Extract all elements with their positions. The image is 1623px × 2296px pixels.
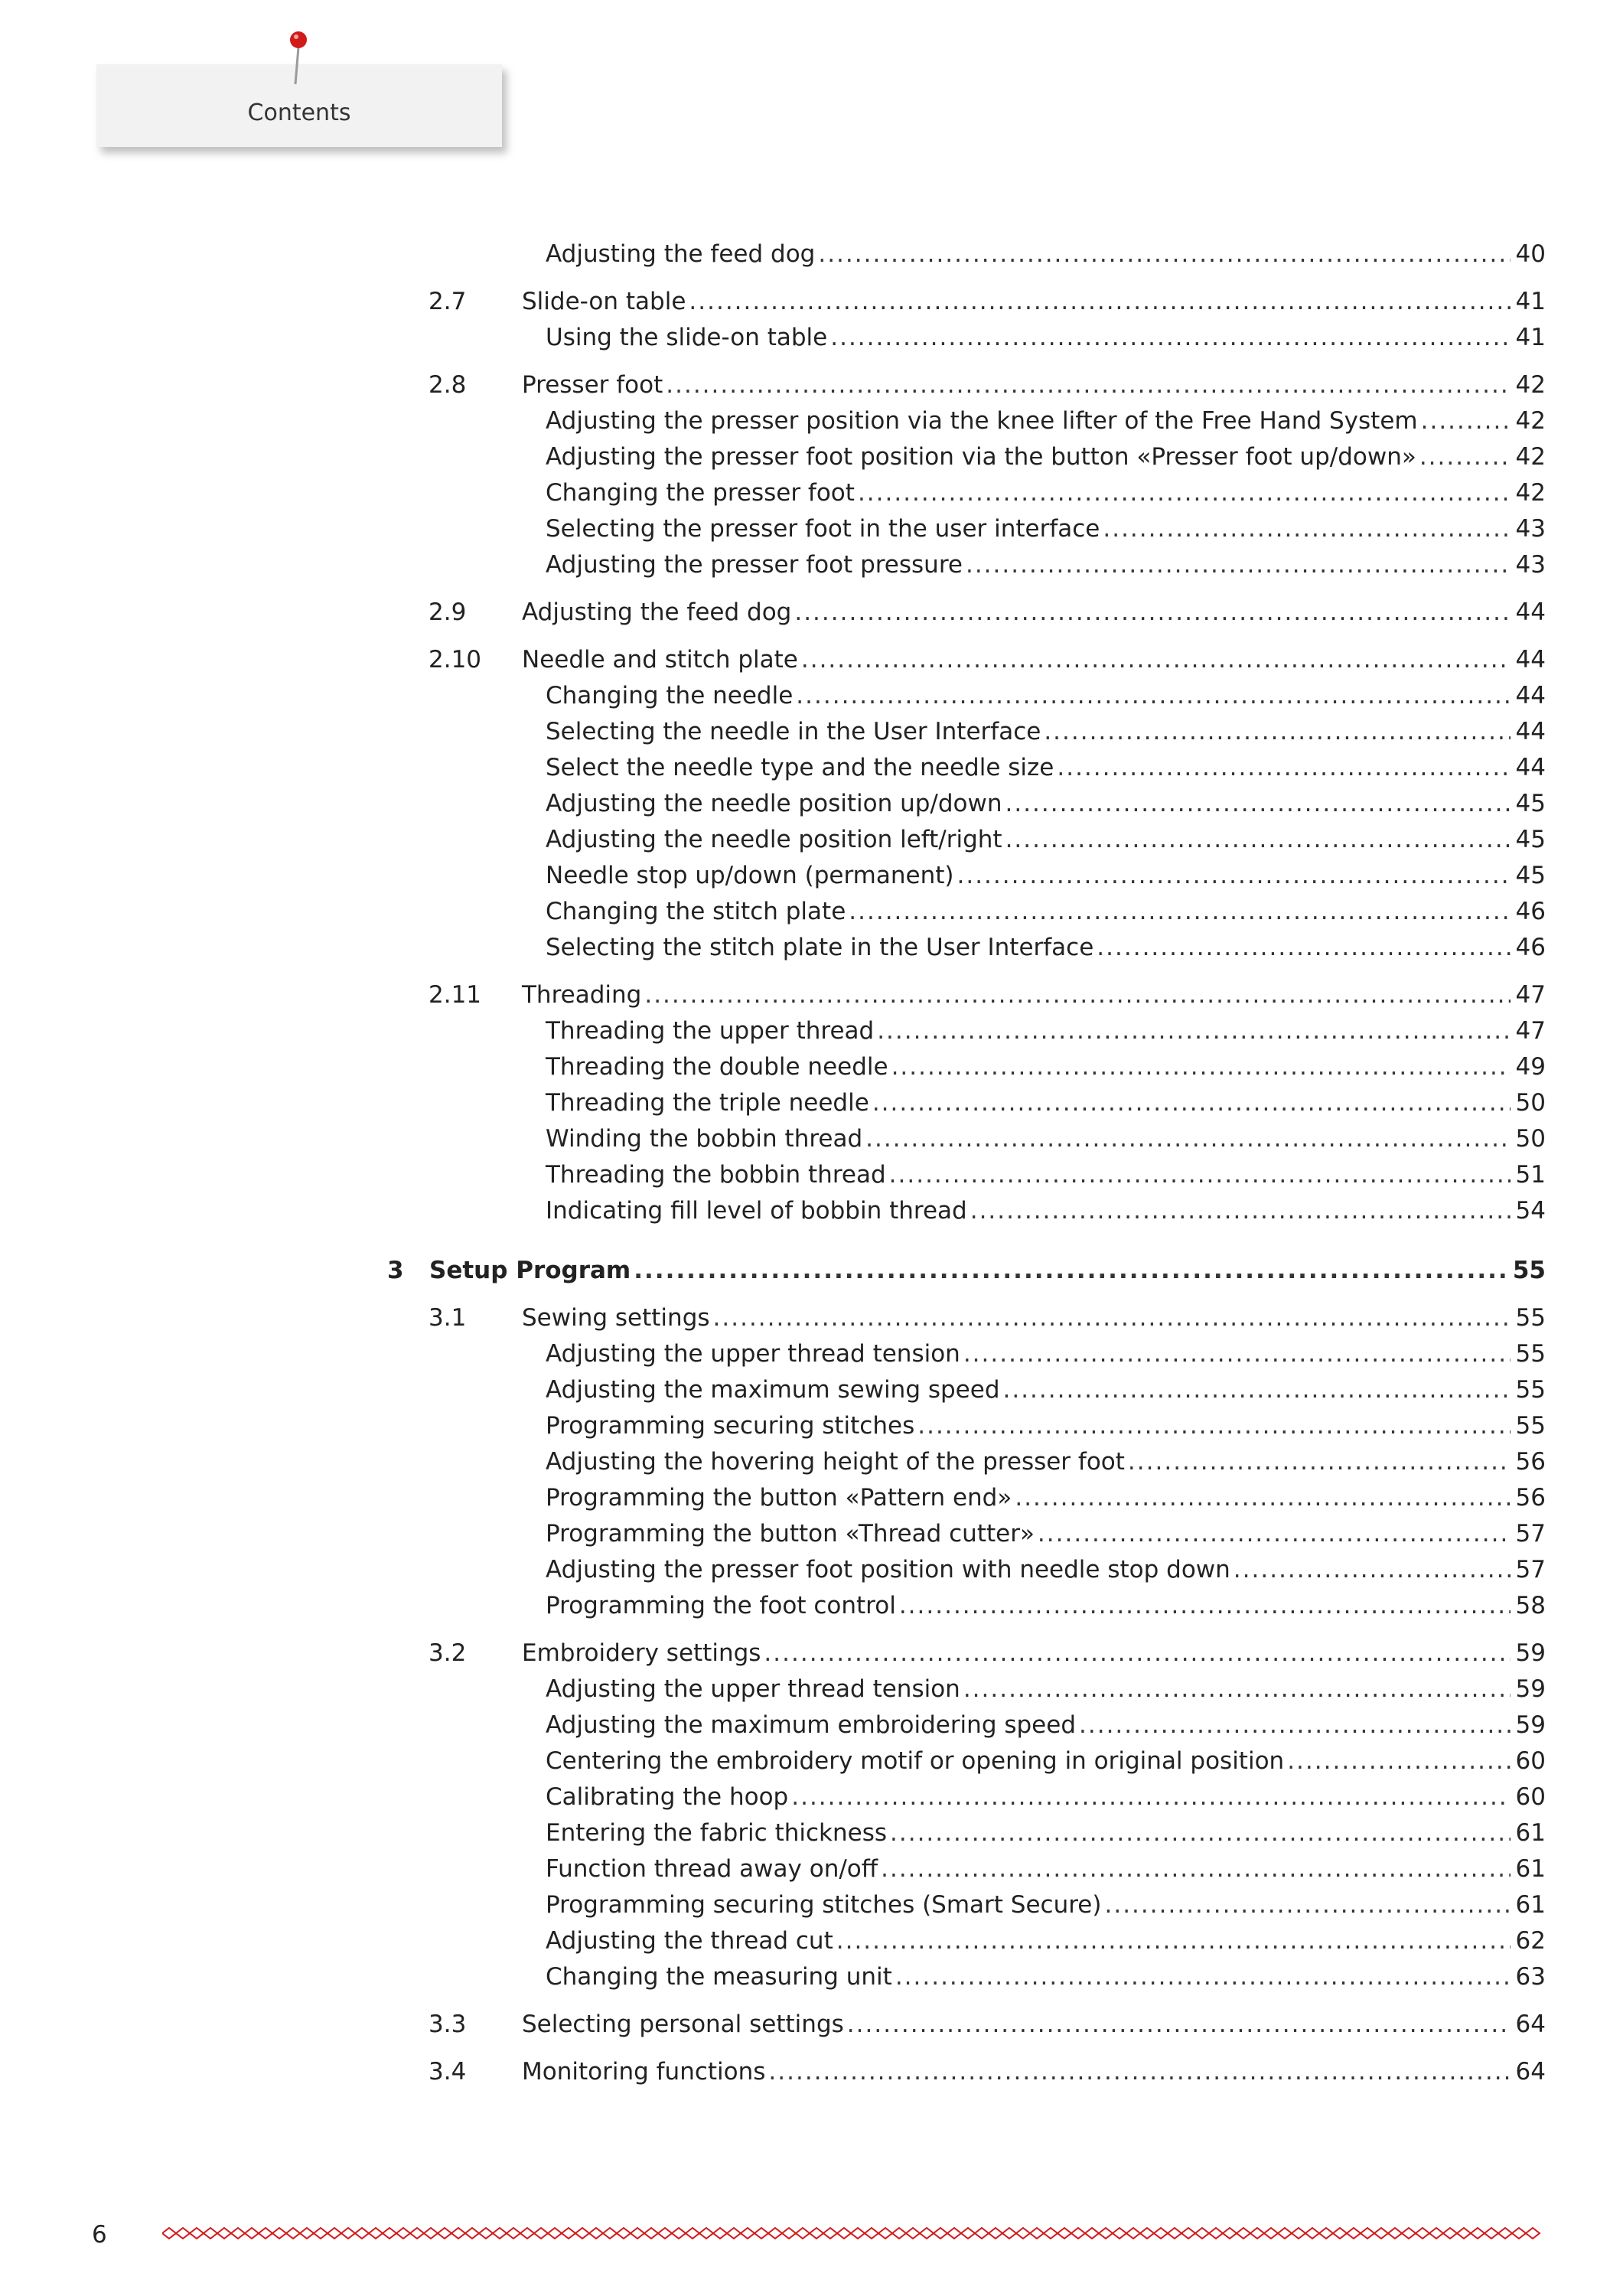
toc-page-number: 45 bbox=[1515, 862, 1546, 889]
dot-leader bbox=[713, 1301, 1511, 1335]
toc-row bbox=[546, 1924, 1546, 1958]
dot-leader bbox=[818, 237, 1511, 271]
toc-row bbox=[546, 1122, 1546, 1156]
toc-entry[interactable] bbox=[0, 1086, 1623, 1120]
toc-title: Adjusting the presser foot pressure bbox=[546, 551, 963, 579]
dot-leader bbox=[1057, 751, 1511, 784]
toc-number: 3.4 bbox=[429, 2058, 467, 2086]
dot-leader bbox=[1005, 823, 1511, 856]
toc-page-number: 50 bbox=[1515, 1089, 1546, 1117]
toc-row bbox=[546, 859, 1546, 892]
toc-title: Changing the measuring unit bbox=[546, 1963, 892, 1991]
toc-page-number: 55 bbox=[1515, 1412, 1546, 1440]
dot-leader bbox=[889, 1158, 1511, 1192]
contents-tab-label: Contents bbox=[247, 99, 351, 126]
toc-title: Adjusting the upper thread tension bbox=[546, 1675, 960, 1703]
toc-section[interactable] bbox=[0, 2055, 1623, 2089]
dot-leader bbox=[1097, 931, 1511, 964]
toc-row bbox=[546, 1050, 1546, 1084]
toc-entry[interactable] bbox=[0, 931, 1623, 964]
toc-entry[interactable] bbox=[0, 1780, 1623, 1814]
dot-leader bbox=[1421, 404, 1511, 438]
toc-title: Adjusting the needle position up/down bbox=[546, 790, 1002, 817]
toc-title: Presser foot bbox=[522, 371, 663, 399]
toc-title: Programming securing stitches (Smart Secure) bbox=[546, 1891, 1102, 1919]
toc-page-number: 58 bbox=[1515, 1592, 1546, 1619]
toc-entry[interactable] bbox=[0, 1589, 1623, 1623]
dot-leader bbox=[1079, 1708, 1511, 1742]
dot-leader bbox=[801, 643, 1511, 677]
toc-title: Programming the button «Pattern end» bbox=[546, 1484, 1012, 1512]
dot-leader bbox=[1038, 1517, 1511, 1551]
toc-entry[interactable] bbox=[0, 823, 1623, 856]
toc-row bbox=[546, 1960, 1546, 1994]
toc-row bbox=[546, 715, 1546, 748]
toc-page-number: 45 bbox=[1515, 790, 1546, 817]
toc-section[interactable] bbox=[0, 643, 1623, 677]
toc-section[interactable] bbox=[0, 1636, 1623, 1670]
toc-title: Adjusting the maximum embroidering speed bbox=[546, 1711, 1077, 1739]
toc-page-number: 46 bbox=[1515, 898, 1546, 925]
toc-title: Embroidery settings bbox=[522, 1639, 761, 1667]
toc-page-number: 50 bbox=[1515, 1125, 1546, 1153]
dot-leader bbox=[957, 859, 1511, 892]
dot-leader bbox=[666, 368, 1511, 402]
dot-leader bbox=[796, 679, 1511, 713]
dot-leader bbox=[791, 1780, 1511, 1814]
toc-entry[interactable] bbox=[0, 1194, 1623, 1228]
toc-title: Needle and stitch plate bbox=[522, 646, 798, 673]
toc-title: Sewing settings bbox=[522, 1304, 710, 1332]
toc-row bbox=[429, 1254, 1546, 1287]
toc-title: Monitoring functions bbox=[522, 2058, 766, 2086]
toc-entry[interactable] bbox=[0, 1481, 1623, 1515]
toc-page-number: 55 bbox=[1515, 1304, 1546, 1332]
toc-row bbox=[546, 476, 1546, 510]
toc-row bbox=[546, 548, 1546, 582]
dot-leader bbox=[917, 1409, 1511, 1443]
toc-title: Entering the fabric thickness bbox=[546, 1819, 888, 1847]
dot-leader bbox=[1015, 1481, 1511, 1515]
toc-page-number: 42 bbox=[1515, 443, 1546, 471]
toc-row bbox=[546, 895, 1546, 928]
toc-entry[interactable] bbox=[0, 1924, 1623, 1958]
dot-leader bbox=[1104, 1888, 1511, 1922]
toc-title: Programming the button «Thread cutter» bbox=[546, 1520, 1035, 1548]
toc-page-number: 57 bbox=[1515, 1520, 1546, 1548]
toc-title: Selecting personal settings bbox=[522, 2011, 844, 2038]
toc-section[interactable] bbox=[0, 595, 1623, 629]
toc-title: Selecting the needle in the User Interface bbox=[546, 718, 1041, 745]
page-number: 6 bbox=[92, 2221, 107, 2249]
toc-row bbox=[546, 751, 1546, 784]
toc-page-number: 45 bbox=[1515, 826, 1546, 853]
toc-row bbox=[546, 237, 1546, 271]
toc-row bbox=[522, 368, 1546, 402]
toc-title: Adjusting the hovering height of the presser foot bbox=[546, 1448, 1125, 1476]
dot-leader bbox=[899, 1589, 1511, 1623]
toc-row bbox=[522, 285, 1546, 318]
dot-leader bbox=[865, 1122, 1511, 1156]
toc-entry[interactable] bbox=[0, 1409, 1623, 1443]
toc-row bbox=[522, 1636, 1546, 1670]
toc-row bbox=[522, 2007, 1546, 2041]
toc-title: Selecting the stitch plate in the User Interface bbox=[546, 934, 1094, 961]
toc-title: Adjusting the maximum sewing speed bbox=[546, 1376, 1000, 1404]
toc-entry[interactable] bbox=[0, 1158, 1623, 1192]
dot-leader bbox=[794, 595, 1511, 629]
toc-title: Adjusting the presser foot position with needle stop down bbox=[546, 1556, 1230, 1583]
toc-row bbox=[546, 1888, 1546, 1922]
toc-entry[interactable] bbox=[0, 1744, 1623, 1778]
toc-entry[interactable] bbox=[0, 512, 1623, 546]
toc-page-number: 42 bbox=[1515, 371, 1546, 399]
toc-page-number: 61 bbox=[1515, 1855, 1546, 1883]
toc-title: Threading the bobbin thread bbox=[546, 1161, 886, 1189]
toc-page-number: 56 bbox=[1515, 1484, 1546, 1512]
toc-row bbox=[546, 1553, 1546, 1587]
dot-leader bbox=[764, 1636, 1511, 1670]
stitch-pattern bbox=[162, 2228, 1540, 2239]
toc-entry[interactable] bbox=[0, 440, 1623, 474]
toc-title: Threading the double needle bbox=[546, 1053, 888, 1081]
toc-row bbox=[546, 931, 1546, 964]
toc-title: Select the needle type and the needle size bbox=[546, 754, 1054, 781]
toc-section[interactable] bbox=[0, 1301, 1623, 1335]
dot-leader bbox=[644, 978, 1511, 1012]
toc-entry[interactable] bbox=[0, 1553, 1623, 1587]
toc-section[interactable] bbox=[0, 285, 1623, 318]
toc-page-number: 44 bbox=[1515, 646, 1546, 673]
toc-page-number: 60 bbox=[1515, 1747, 1546, 1775]
toc-section[interactable] bbox=[0, 978, 1623, 1012]
toc-row bbox=[546, 1409, 1546, 1443]
toc-title: Adjusting the upper thread tension bbox=[546, 1340, 960, 1368]
toc-page-number: 40 bbox=[1515, 240, 1546, 268]
toc-title: Programming the foot control bbox=[546, 1592, 896, 1619]
toc-number: 3.1 bbox=[429, 1304, 467, 1332]
toc-row bbox=[546, 679, 1546, 713]
dot-leader bbox=[847, 2007, 1511, 2041]
toc-section[interactable] bbox=[0, 2007, 1623, 2041]
toc-title: Adjusting the presser foot position via the button «Presser foot up/down» bbox=[546, 443, 1416, 471]
toc-entry[interactable] bbox=[0, 787, 1623, 820]
toc-entry[interactable] bbox=[0, 237, 1623, 271]
toc-row bbox=[546, 512, 1546, 546]
toc-page-number: 44 bbox=[1515, 598, 1546, 626]
toc-section[interactable] bbox=[0, 368, 1623, 402]
toc-row bbox=[546, 440, 1546, 474]
dot-leader bbox=[768, 2055, 1511, 2089]
toc-page-number: 43 bbox=[1515, 551, 1546, 579]
toc-title: Calibrating the hoop bbox=[546, 1783, 789, 1811]
dot-leader bbox=[970, 1194, 1511, 1228]
toc-page-number: 43 bbox=[1515, 515, 1546, 543]
toc-title: Winding the bobbin thread bbox=[546, 1125, 863, 1153]
toc-entry[interactable] bbox=[0, 1014, 1623, 1048]
dot-leader bbox=[1044, 715, 1511, 748]
dot-leader bbox=[895, 1960, 1511, 1994]
toc-entry[interactable] bbox=[0, 1816, 1623, 1850]
dot-leader bbox=[1287, 1744, 1511, 1778]
toc-row bbox=[546, 1589, 1546, 1623]
toc-entry[interactable] bbox=[0, 1122, 1623, 1156]
toc-entry[interactable] bbox=[0, 715, 1623, 748]
toc-row bbox=[546, 1373, 1546, 1407]
toc-number: 2.7 bbox=[429, 288, 467, 315]
toc-entry[interactable] bbox=[0, 895, 1623, 928]
toc-title: Needle stop up/down (permanent) bbox=[546, 862, 954, 889]
toc-page-number: 47 bbox=[1515, 981, 1546, 1009]
dot-leader bbox=[1419, 440, 1511, 474]
toc-page-number: 64 bbox=[1515, 2058, 1546, 2086]
toc-title: Slide-on table bbox=[522, 288, 686, 315]
toc-number: 2.9 bbox=[429, 598, 467, 626]
toc-page-number: 59 bbox=[1515, 1639, 1546, 1667]
toc-page-number: 55 bbox=[1512, 1257, 1546, 1284]
toc-entry[interactable] bbox=[0, 1672, 1623, 1706]
toc-page-number: 63 bbox=[1515, 1963, 1546, 1991]
toc-row bbox=[546, 1816, 1546, 1850]
toc-title: Adjusting the thread cut bbox=[546, 1927, 833, 1955]
toc-title: Threading the upper thread bbox=[546, 1017, 875, 1045]
toc-entry[interactable] bbox=[0, 321, 1623, 354]
toc-row bbox=[546, 404, 1546, 438]
toc-title: Function thread away on/off bbox=[546, 1855, 878, 1883]
toc-entry[interactable] bbox=[0, 1050, 1623, 1084]
toc-row bbox=[546, 1744, 1546, 1778]
toc-page-number: 47 bbox=[1515, 1017, 1546, 1045]
dot-leader bbox=[963, 1337, 1511, 1371]
toc-entry[interactable] bbox=[0, 476, 1623, 510]
dot-leader bbox=[836, 1924, 1511, 1958]
toc-entry[interactable] bbox=[0, 404, 1623, 438]
toc-row bbox=[522, 978, 1546, 1012]
toc-title: Changing the needle bbox=[546, 682, 794, 709]
decorative-stitch-band bbox=[162, 2226, 1546, 2241]
dot-leader bbox=[1103, 512, 1511, 546]
toc-chapter[interactable] bbox=[0, 1254, 1623, 1287]
toc-row bbox=[546, 1337, 1546, 1371]
toc-page-number: 55 bbox=[1515, 1376, 1546, 1404]
dot-leader bbox=[1003, 1373, 1511, 1407]
toc-row bbox=[546, 1445, 1546, 1479]
dot-leader bbox=[877, 1014, 1511, 1048]
toc-row bbox=[546, 1158, 1546, 1192]
toc-page-number: 56 bbox=[1515, 1448, 1546, 1476]
dot-leader bbox=[634, 1254, 1508, 1287]
toc-entry[interactable] bbox=[0, 1708, 1623, 1742]
dot-leader bbox=[858, 476, 1511, 510]
toc-number: 3.2 bbox=[429, 1639, 467, 1667]
toc-entry[interactable] bbox=[0, 1852, 1623, 1886]
toc-row bbox=[546, 1086, 1546, 1120]
toc-title: Adjusting the needle position left/right bbox=[546, 826, 1002, 853]
toc-entry[interactable] bbox=[0, 679, 1623, 713]
toc-row bbox=[546, 1852, 1546, 1886]
toc-row bbox=[546, 1708, 1546, 1742]
toc-row bbox=[546, 1014, 1546, 1048]
toc-page-number: 61 bbox=[1515, 1819, 1546, 1847]
dot-leader bbox=[849, 895, 1511, 928]
toc-title: Adjusting the presser position via the knee lifter of the Free Hand System bbox=[546, 407, 1418, 435]
pushpin-icon bbox=[283, 28, 314, 89]
dot-leader bbox=[689, 285, 1511, 318]
toc-entry[interactable] bbox=[0, 859, 1623, 892]
dot-leader bbox=[966, 548, 1511, 582]
dot-leader bbox=[830, 321, 1511, 354]
toc-title: Setup Program bbox=[429, 1257, 631, 1284]
toc-page-number: 49 bbox=[1515, 1053, 1546, 1081]
dot-leader bbox=[1234, 1553, 1511, 1587]
toc-title: Adjusting the feed dog bbox=[546, 240, 816, 268]
toc-page-number: 57 bbox=[1515, 1556, 1546, 1583]
toc-row bbox=[522, 2055, 1546, 2089]
toc-page-number: 41 bbox=[1515, 288, 1546, 315]
toc-page-number: 44 bbox=[1515, 754, 1546, 781]
toc-row bbox=[546, 1672, 1546, 1706]
toc-page-number: 44 bbox=[1515, 682, 1546, 709]
dot-leader bbox=[963, 1672, 1511, 1706]
toc-title: Programming securing stitches bbox=[546, 1412, 915, 1440]
toc-title: Selecting the presser foot in the user interface bbox=[546, 515, 1100, 543]
toc-row bbox=[546, 321, 1546, 354]
toc-page-number: 41 bbox=[1515, 324, 1546, 351]
toc-page-number: 55 bbox=[1515, 1340, 1546, 1368]
toc-title: Adjusting the feed dog bbox=[522, 598, 792, 626]
toc-row bbox=[546, 823, 1546, 856]
toc-row bbox=[522, 643, 1546, 677]
toc-page-number: 44 bbox=[1515, 718, 1546, 745]
toc-number: 2.10 bbox=[429, 646, 482, 673]
toc-row bbox=[546, 1481, 1546, 1515]
toc-page-number: 64 bbox=[1515, 2011, 1546, 2038]
toc-title: Threading the triple needle bbox=[546, 1089, 869, 1117]
toc-title: Using the slide-on table bbox=[546, 324, 828, 351]
toc-row bbox=[546, 787, 1546, 820]
toc-page-number: 51 bbox=[1515, 1161, 1546, 1189]
toc-row bbox=[522, 1301, 1546, 1335]
toc-title: Changing the presser foot bbox=[546, 479, 855, 507]
toc-row bbox=[546, 1780, 1546, 1814]
dot-leader bbox=[1128, 1445, 1511, 1479]
dot-leader bbox=[881, 1852, 1511, 1886]
toc-page-number: 59 bbox=[1515, 1675, 1546, 1703]
toc-row bbox=[522, 595, 1546, 629]
toc-title: Centering the embroidery motif or opening in original position bbox=[546, 1747, 1285, 1775]
dot-leader bbox=[891, 1050, 1511, 1084]
toc-entry[interactable] bbox=[0, 1373, 1623, 1407]
toc-page-number: 54 bbox=[1515, 1197, 1546, 1225]
toc-title: Indicating fill level of bobbin thread bbox=[546, 1197, 967, 1225]
toc-number: 2.8 bbox=[429, 371, 467, 399]
dot-leader bbox=[872, 1086, 1511, 1120]
dot-leader bbox=[1005, 787, 1511, 820]
toc-entry[interactable] bbox=[0, 1888, 1623, 1922]
dot-leader bbox=[890, 1816, 1511, 1850]
toc-page-number: 42 bbox=[1515, 479, 1546, 507]
toc-entry[interactable] bbox=[0, 1445, 1623, 1479]
toc-page-number: 62 bbox=[1515, 1927, 1546, 1955]
toc-entry[interactable] bbox=[0, 1337, 1623, 1371]
toc-entry[interactable] bbox=[0, 1517, 1623, 1551]
toc-row bbox=[546, 1194, 1546, 1228]
toc-page-number: 61 bbox=[1515, 1891, 1546, 1919]
toc-page-number: 46 bbox=[1515, 934, 1546, 961]
toc-title: Threading bbox=[522, 981, 642, 1009]
toc-page-number: 60 bbox=[1515, 1783, 1546, 1811]
toc-title: Changing the stitch plate bbox=[546, 898, 846, 925]
toc-page-number: 42 bbox=[1515, 407, 1546, 435]
toc-number: 3.3 bbox=[429, 2011, 467, 2038]
toc-entry[interactable] bbox=[0, 751, 1623, 784]
toc-page-number: 59 bbox=[1515, 1711, 1546, 1739]
toc-number: 2.11 bbox=[429, 981, 482, 1009]
toc-number: 3 bbox=[387, 1257, 404, 1284]
toc-entry[interactable] bbox=[0, 1960, 1623, 1994]
toc-entry[interactable] bbox=[0, 548, 1623, 582]
toc-row bbox=[546, 1517, 1546, 1551]
